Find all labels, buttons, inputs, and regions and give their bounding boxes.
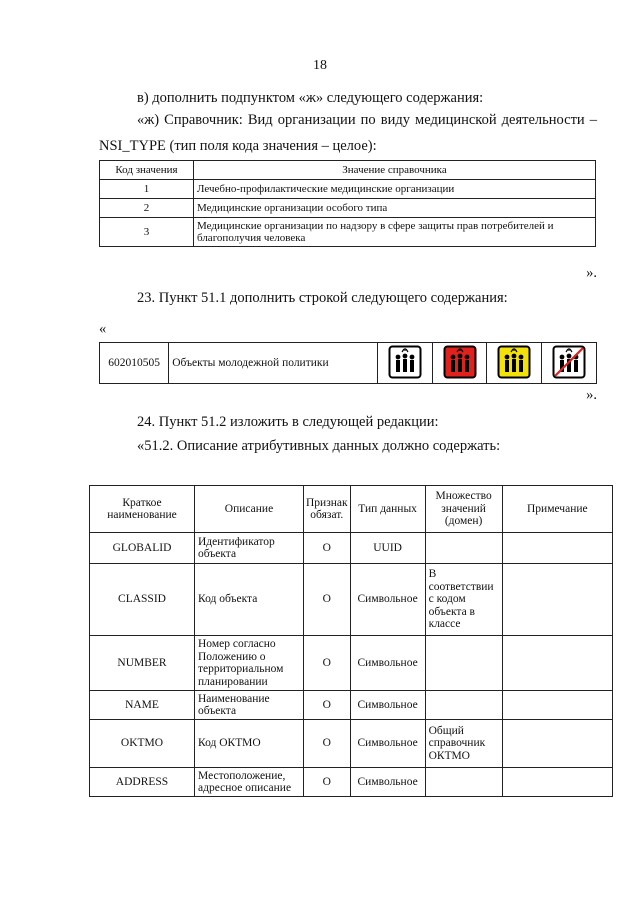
youth-people-crossed-icon bbox=[552, 345, 586, 379]
header-short-name: Краткое наименование bbox=[90, 486, 195, 533]
cell-type: Символьное bbox=[350, 768, 425, 797]
cell-type: Символьное bbox=[350, 691, 425, 720]
closing-quote-1: ». bbox=[586, 265, 597, 281]
table-header-row bbox=[90, 486, 613, 533]
cell-req: О bbox=[304, 636, 351, 691]
object-name: Объекты молодежной политики bbox=[169, 343, 378, 384]
cell-name: GLOBALID bbox=[90, 533, 195, 564]
cell-desc: Номер согласно Положению о территориальном планировании bbox=[195, 636, 304, 691]
row-code: 3 bbox=[100, 218, 194, 247]
header-description: Описание bbox=[195, 486, 304, 533]
symbol-yellow-cell bbox=[487, 343, 542, 384]
paragraph-item-23: 23. Пункт 51.1 дополнить строкой следующего содержания: bbox=[137, 290, 508, 306]
table-row bbox=[90, 720, 613, 768]
header-value: Значение справочника bbox=[194, 161, 596, 180]
row-code: 2 bbox=[100, 199, 194, 218]
youth-people-red-icon bbox=[443, 345, 477, 379]
cell-desc: Наименование объекта bbox=[195, 691, 304, 720]
youth-people-icon bbox=[388, 345, 422, 379]
symbol-removed-cell bbox=[542, 343, 597, 384]
cell-name: OKTMO bbox=[90, 720, 195, 768]
cell-note bbox=[502, 564, 612, 636]
header-required: Признак обязат. bbox=[304, 486, 351, 533]
row-code: 1 bbox=[100, 180, 194, 199]
cell-req: О bbox=[304, 564, 351, 636]
paragraph-item-51-2: «51.2. Описание атрибутивных данных должно содержать: bbox=[137, 438, 501, 454]
cell-domain bbox=[425, 691, 502, 720]
cell-req: О bbox=[304, 691, 351, 720]
table-row bbox=[100, 199, 596, 218]
page-number: 18 bbox=[313, 58, 327, 73]
cell-req: О bbox=[304, 720, 351, 768]
symbol-existing-cell bbox=[377, 343, 432, 384]
cell-note bbox=[502, 636, 612, 691]
cell-domain bbox=[425, 636, 502, 691]
cell-note bbox=[502, 533, 612, 564]
cell-req: О bbox=[304, 768, 351, 797]
row-value: Лечебно-профилактические медицинские организации bbox=[194, 180, 596, 199]
cell-name: ADDRESS bbox=[90, 768, 195, 797]
header-domain: Множество значений (домен) bbox=[425, 486, 502, 533]
symbol-red-cell bbox=[432, 343, 487, 384]
row-value: Медицинские организации по надзору в сфере защиты прав потребителей и благополучия человека bbox=[194, 218, 596, 247]
closing-quote-2: ». bbox=[586, 387, 597, 403]
nsi-type-table bbox=[99, 160, 596, 247]
cell-domain: Общий справочник ОКТМО bbox=[425, 720, 502, 768]
row-value: Медицинские организации особого типа bbox=[194, 199, 596, 218]
table-row bbox=[90, 636, 613, 691]
cell-note bbox=[502, 768, 612, 797]
cell-desc: Местоположение, адресное описание bbox=[195, 768, 304, 797]
cell-type: Символьное bbox=[350, 720, 425, 768]
table-row bbox=[100, 218, 596, 247]
object-row-table bbox=[99, 342, 597, 384]
table-row bbox=[90, 768, 613, 797]
table-row bbox=[100, 343, 597, 384]
cell-domain bbox=[425, 768, 502, 797]
cell-name: CLASSID bbox=[90, 564, 195, 636]
cell-req: О bbox=[304, 533, 351, 564]
paragraph-handbook-line1: «ж) Справочник: Вид организации по виду медицинской деятельности – bbox=[137, 112, 597, 128]
open-quote: « bbox=[99, 321, 107, 337]
header-data-type: Тип данных bbox=[350, 486, 425, 533]
table-row bbox=[100, 180, 596, 199]
cell-note bbox=[502, 720, 612, 768]
cell-type: Символьное bbox=[350, 564, 425, 636]
youth-people-yellow-icon bbox=[497, 345, 531, 379]
paragraph-item-24: 24. Пункт 51.2 изложить в следующей редакции: bbox=[137, 414, 439, 430]
cell-desc: Код объекта bbox=[195, 564, 304, 636]
cell-note bbox=[502, 691, 612, 720]
table-header-row bbox=[100, 161, 596, 180]
cell-type: UUID bbox=[350, 533, 425, 564]
cell-domain bbox=[425, 533, 502, 564]
table-row bbox=[90, 691, 613, 720]
cell-desc: Идентификатор объекта bbox=[195, 533, 304, 564]
cell-desc: Код ОКТМО bbox=[195, 720, 304, 768]
paragraph-handbook-line2: NSI_TYPE (тип поля кода значения – целое): bbox=[99, 138, 377, 154]
cell-type: Символьное bbox=[350, 636, 425, 691]
table-row bbox=[90, 533, 613, 564]
cell-name: NAME bbox=[90, 691, 195, 720]
cell-domain: В соответствии с кодом объекта в классе bbox=[425, 564, 502, 636]
paragraph-intro: в) дополнить подпунктом «ж» следующего содержания: bbox=[137, 90, 484, 106]
header-note: Примечание bbox=[502, 486, 612, 533]
cell-name: NUMBER bbox=[90, 636, 195, 691]
attribute-table bbox=[89, 485, 613, 797]
object-code: 602010505 bbox=[100, 343, 169, 384]
table-row bbox=[90, 564, 613, 636]
header-code: Код значения bbox=[100, 161, 194, 180]
